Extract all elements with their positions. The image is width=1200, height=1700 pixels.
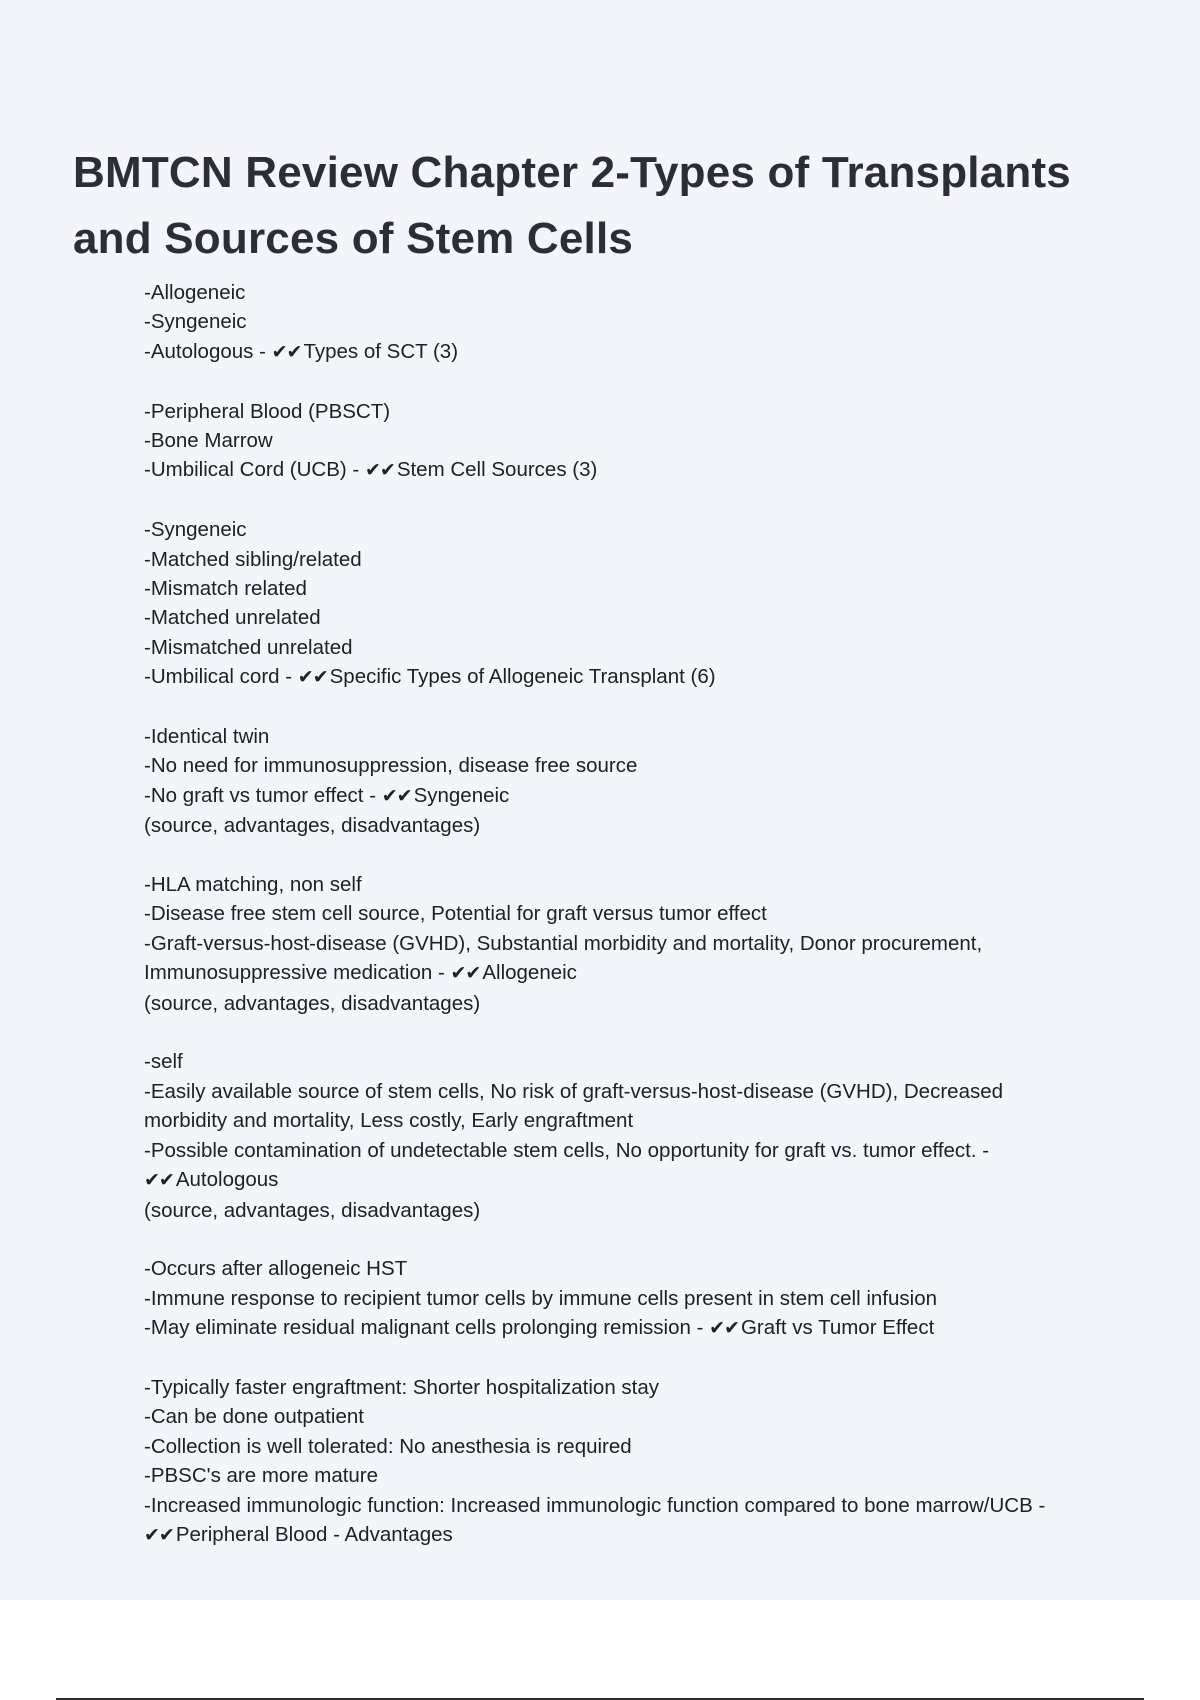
answer-prefix: -Autologous -: [144, 339, 272, 363]
flashcard-term-line: -Matched unrelated: [144, 606, 321, 630]
answer-prefix: -No graft vs tumor effect -: [144, 783, 382, 807]
flashcard-term-line: -Typically faster engraftment: Shorter hospitalization stay: [144, 1375, 660, 1399]
flashcard-term-line: -Peripheral Blood (PBSCT): [144, 399, 391, 423]
flashcard-term-line: -self: [144, 1050, 183, 1074]
double-check-icon: ✔✔: [144, 1523, 174, 1546]
flashcard-term-line: -Allogeneic: [144, 281, 246, 304]
flashcard-answer-line: [144, 1520, 1144, 1550]
flashcard: [144, 278, 1144, 367]
flashcard-term-line: -Mismatch related: [144, 577, 307, 601]
flashcard-term-line: -Bone Marrow: [144, 429, 273, 453]
flashcard-term-line: morbidity and mortality, Less costly, Early engraftment: [144, 1109, 634, 1133]
answer-prefix: -Umbilical cord -: [144, 665, 298, 689]
flashcard-term-line: -Possible contamination of undetectable stem cells, No opportunity for graft vs. tumor effect. -: [144, 1138, 990, 1162]
flashcard-term-line: -Syngeneic: [144, 518, 247, 542]
flashcard-answer: Autologous: [175, 1168, 279, 1192]
double-check-icon: ✔✔: [271, 340, 302, 363]
flashcard-note-line: (source, advantages, disadvantages): [144, 814, 481, 838]
flashcard: [144, 1373, 1144, 1550]
document-title: BMTCN Review Chapter 2-Types of Transplants and Sources of Stem Cells: [73, 148, 1071, 263]
flashcard-term-line: -Easily available source of stem cells, No risk of graft-versus-host-disease (GVHD), Decreased: [144, 1079, 1004, 1103]
flashcard-answer-line: [144, 1165, 1144, 1195]
flashcard-term-line: -No need for immunosuppression, disease free source: [144, 754, 638, 778]
flashcard: [144, 722, 1144, 841]
flashcard-answer: Specific Types of Allogeneic Transplant (6): [329, 665, 716, 689]
double-check-icon: ✔✔: [144, 1169, 174, 1192]
flashcard-term-line: -Disease free stem cell source, Potential for graft versus tumor effect: [144, 902, 767, 926]
flashcard-answer-line: [144, 958, 1144, 988]
flashcard-answer: Stem Cell Sources (3): [396, 458, 598, 482]
flashcard-term-line: -HLA matching, non self: [144, 873, 362, 897]
flashcard-term-line: -Graft-versus-host-disease (GVHD), Substantial morbidity and mortality, Donor procurement,: [144, 931, 983, 955]
flashcard: [144, 1047, 1144, 1224]
flashcard-note-line: (source, advantages, disadvantages): [144, 1198, 481, 1222]
flashcard-term-line: -Immune response to recipient tumor cells by immune cells present in stem cell infusion: [144, 1286, 937, 1310]
flashcard: [144, 515, 1144, 692]
flashcard-term-line: -Collection is well tolerated: No anesthesia is required: [144, 1434, 632, 1458]
flashcard-answer: Syngeneic: [413, 783, 510, 807]
flashcard-list: [144, 278, 1144, 1580]
flashcard-answer: Peripheral Blood - Advantages: [175, 1522, 453, 1546]
flashcard-answer: Graft vs Tumor Effect: [740, 1316, 935, 1340]
double-check-icon: ✔✔: [450, 962, 481, 985]
answer-prefix: -Umbilical Cord (UCB) -: [144, 458, 365, 482]
flashcard-answer-line: [144, 455, 1144, 485]
answer-prefix: -May eliminate residual malignant cells prolonging remission -: [144, 1316, 710, 1340]
double-check-icon: ✔✔: [381, 784, 412, 807]
answer-prefix: Immunosuppressive medication -: [144, 961, 451, 985]
flashcard-term-line: -Can be done outpatient: [144, 1405, 364, 1429]
flashcard-term-line: -PBSC's are more mature: [144, 1464, 379, 1488]
flashcard: [144, 1254, 1144, 1343]
double-check-icon: ✔✔: [297, 666, 328, 689]
flashcard: [144, 397, 1144, 486]
flashcard-term-line: -Mismatched unrelated: [144, 635, 353, 659]
flashcard-term-line: -Identical twin: [144, 725, 270, 749]
flashcard-term-line: -Increased immunologic function: Increased immunologic function compared to bone marrow/UCB -: [144, 1493, 1046, 1517]
flashcard-answer: Types of SCT (3): [303, 339, 459, 363]
flashcard-answer-line: [144, 781, 1144, 811]
flashcard-term-line: -Occurs after allogeneic HST: [144, 1257, 408, 1281]
flashcard-answer: Allogeneic: [482, 961, 577, 985]
flashcard-note-line: (source, advantages, disadvantages): [144, 991, 481, 1015]
flashcard-answer-line: [144, 662, 1144, 692]
flashcard: [144, 870, 1144, 1018]
double-check-icon: ✔✔: [709, 1317, 739, 1340]
flashcard-term-line: -Matched sibling/related: [144, 547, 362, 571]
double-check-icon: ✔✔: [364, 459, 395, 482]
flashcard-term-line: -Syngeneic: [144, 310, 247, 334]
flashcard-answer-line: [144, 337, 1144, 367]
flashcard-answer-line: [144, 1313, 1144, 1343]
